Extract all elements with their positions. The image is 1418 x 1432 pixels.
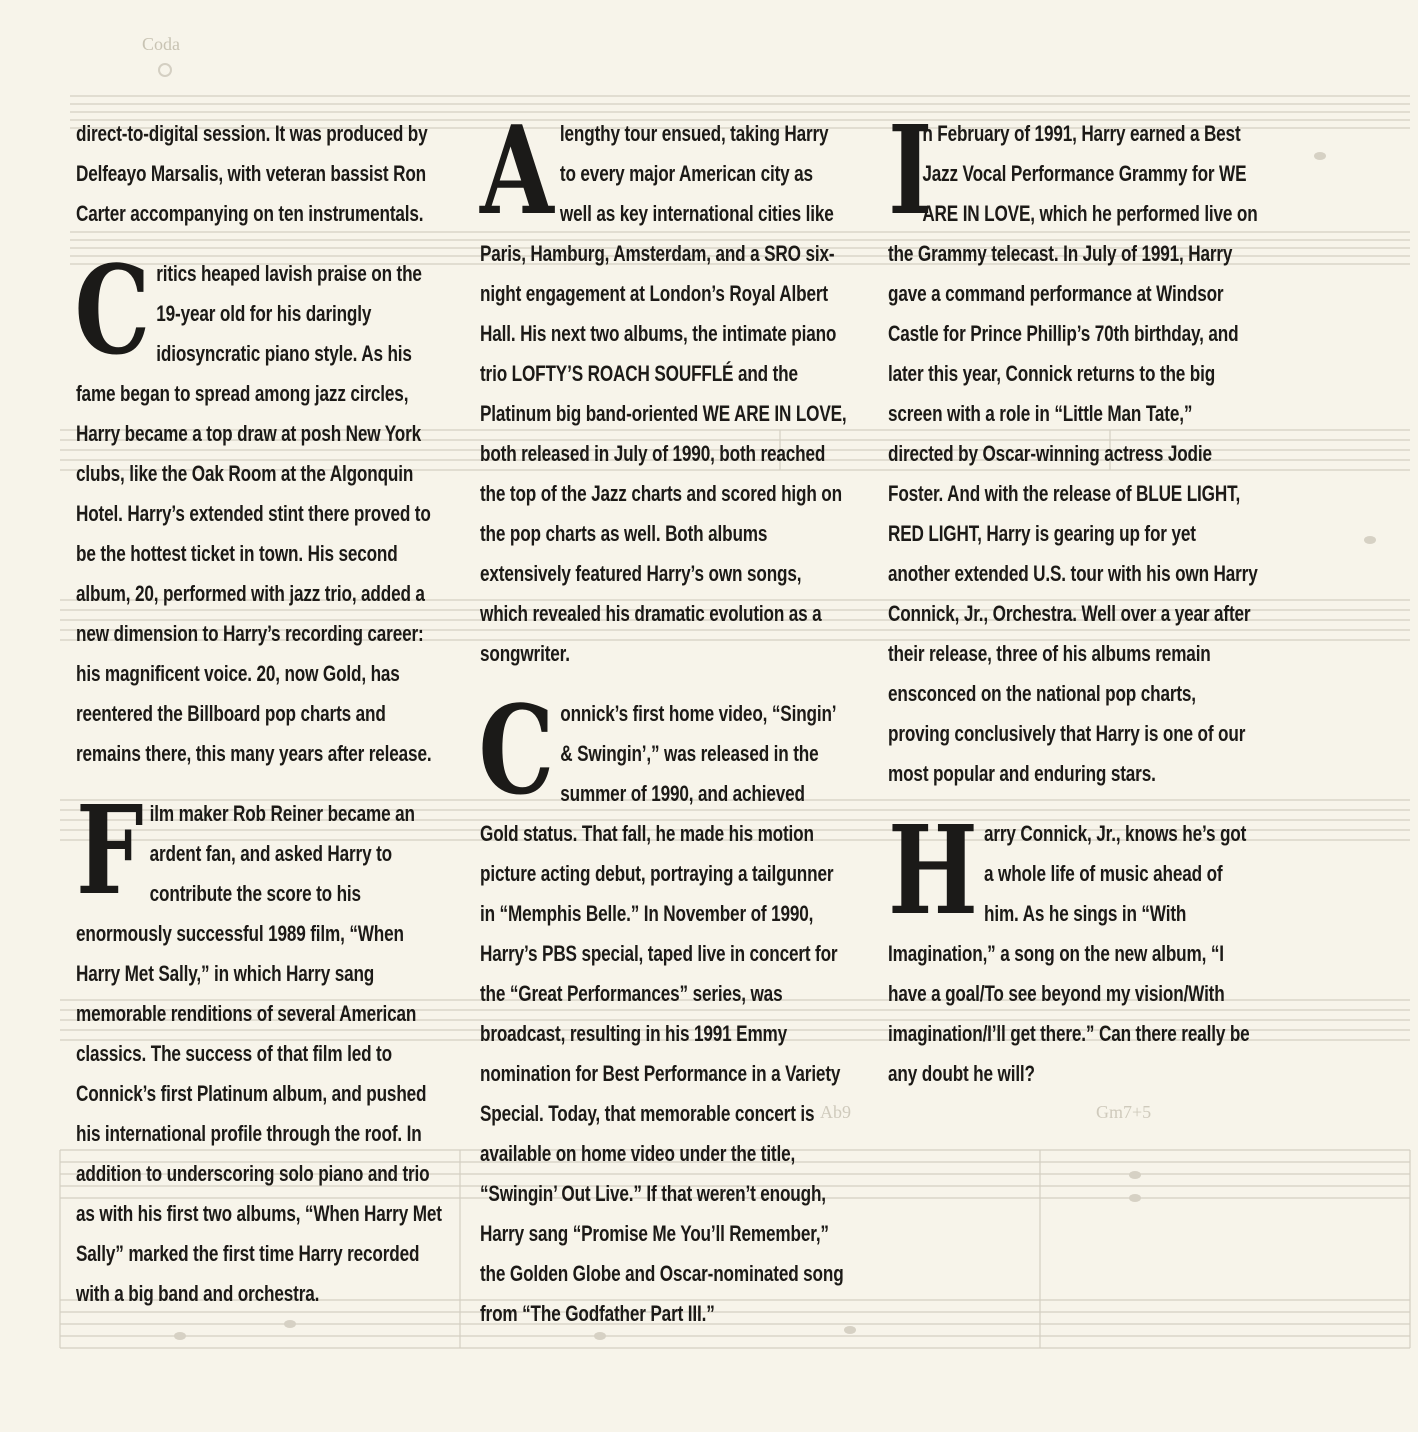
paragraph-tour-text: lengthy tour ensued, taking Harry to every major American city as well as key international cities like Paris, Hamburg, Amsterdam, and a SRO six-night engagement at London’s Royal Albert Hall. His next two albums, the intimate piano trio LOFTY’S ROACH SOUFFLÉ and the Platinum big band-oriented WE ARE IN LOVE, both released in July of 1990, both reached the top of the Jazz charts and scored high on the pop charts as well. Both albums extensively featured Harry’s own songs, which revealed his dramatic evolution as a songwriter.: [480, 121, 847, 666]
drop-cap-a: A: [480, 98, 554, 242]
paragraph-critics: [74, 238, 443, 774]
drop-cap-h: H: [888, 798, 978, 942]
drop-cap-c: C: [74, 238, 151, 382]
paragraph-critics-text: ritics heaped lavish praise on the 19-year old for his daringly idiosyncratic piano style. As his fame began to spread among jazz circles, Harry became a top draw at posh New York clubs, like the Oak Room at the Algonquin Hotel. Harry’s extended stint there proved to be the hottest ticket in town. His second album, 20, performed with jazz trio, added a new dimension to Harry’s recording career: his magnificent voice. 20, now Gold, has reentered the Billboard pop charts and remains there, this many years after release.: [76, 261, 432, 766]
paragraph-film-text: ilm maker Rob Reiner became an ardent fan, and asked Harry to contribute the score to his enormously successful 1989 film, “When Harry Met Sally,” in which Harry sang memorable renditions of several American classics. The success of that film led to Connick’s first Platinum album, and pushed his international profile through the roof. In addition to underscoring solo piano and trio as with his first two albums, “When Harry Met Sally” marked the first time Harry recorded with a big band and orchestra.: [76, 801, 442, 1306]
paragraph-home-video-text: onnick’s first home video, “Singin’ & Swingin’,” was released in the summer of 1990, and achieved Gold status. That fall, he made his motion picture acting debut, portraying a tailgunner in “Memphis Belle.” In November of 1990, Harry’s PBS special, taped live in concert for the “Great Performances” series, was broadcast, resulting in his 1991 Emmy nomination for Best Performance in a Variety Special. Today, that memorable concert is available on home video under the title, “Swingin’ Out Live.” If that weren’t enough, Harry sang “Promise Me You’ll Remember,” the Golden Globe and Oscar-nominated song from “The Godfather Part III.”: [480, 701, 844, 1326]
paragraph-imagination-text: arry Connick, Jr., knows he’s got a whole life of music ahead of him. As he sings in “With Imagination,” a song on the new album, “I have a goal/To see beyond my vision/With imagination/I’ll get there.” Can there really be any doubt he will?: [888, 821, 1250, 1086]
chord-label-gm7: Gm7+5: [1096, 1102, 1152, 1122]
text-column-3: [888, 98, 1259, 1114]
paragraph-grammy-text: n February of 1991, Harry earned a Best Jazz Vocal Performance Grammy for WE ARE IN LOVE, which he performed live on the Grammy telecast. In July of 1991, Harry gave a command performance at Windsor Castle for Prince Phillip’s 70th birthday, and later this year, Connick returns to the big screen with a role in “Little Man Tate,” directed by Oscar-winning actress Jodie Foster. And with the release of BLUE LIGHT, RED LIGHT, Harry is gearing up for yet another extended U.S. tour with his own Harry Connick, Jr., Orchestra. Well over a year after their release, three of his albums remain ensconced on the national pop charts, proving conclusively that Harry is one of our most popular and enduring stars.: [888, 121, 1258, 786]
text-column-1: [76, 114, 443, 1334]
paragraph-tour: [480, 98, 847, 674]
text-column-2: [478, 98, 847, 1354]
paragraph-home-video: [478, 678, 847, 1334]
coda-label: Coda: [142, 34, 180, 54]
paragraph-film: [76, 778, 443, 1314]
drop-cap-f: F: [76, 778, 144, 922]
chord-label-ab9: Ab9: [820, 1102, 851, 1122]
paragraph-imagination: [888, 798, 1259, 1094]
paragraph-session: direct-to-digital session. It was produced by Delfeayo Marsalis, with veteran bassist Ron Carter accompanying on ten instrumentals.: [76, 121, 428, 226]
drop-cap-c2: C: [478, 678, 555, 822]
paragraph-grammy: [888, 98, 1259, 794]
drop-cap-i: I: [888, 98, 933, 242]
